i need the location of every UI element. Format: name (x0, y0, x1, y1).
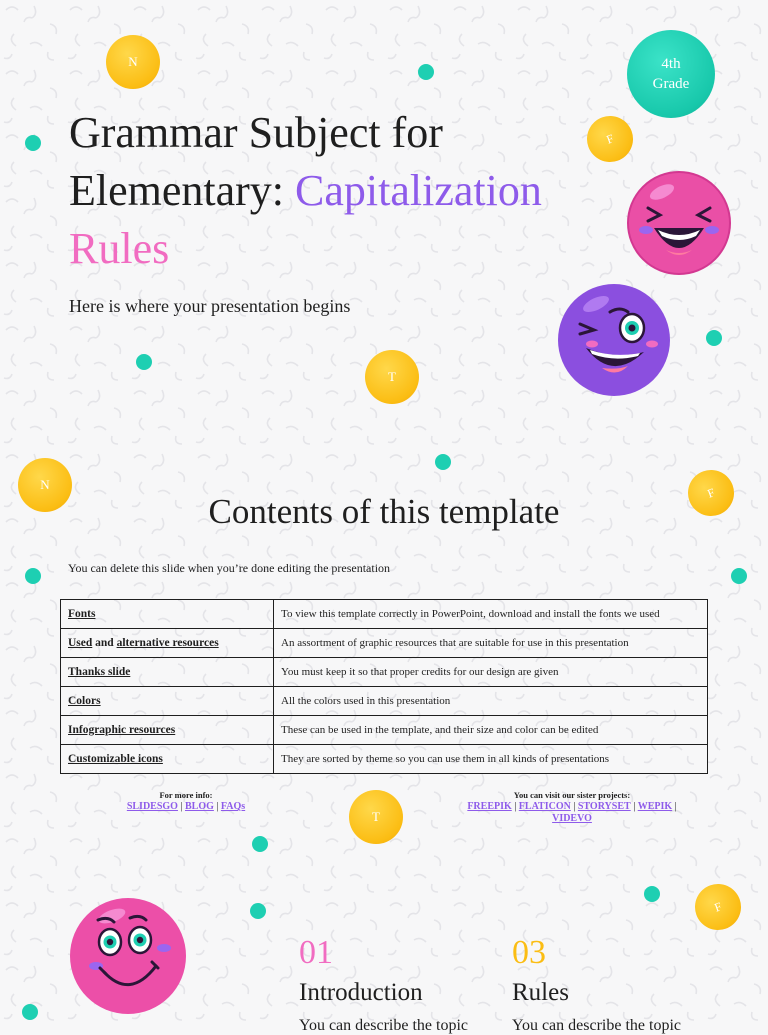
table-cell: They are sorted by theme so you can use them in all kinds of presentations (274, 745, 708, 774)
and-text: and (95, 637, 114, 649)
smiling-emoji-icon (68, 896, 188, 1016)
more-info: For more info: SLIDESGO | BLOG | FAQs (100, 789, 272, 813)
slidesgo-link[interactable]: SLIDESGO (126, 801, 178, 812)
cover-title (69, 104, 609, 278)
letter-ball-f (689, 878, 748, 937)
ball-letter: F (705, 484, 717, 501)
table-row (61, 658, 708, 687)
cover-slide (0, 0, 768, 432)
table-cell: An assortment of graphic resources that are suitable for use in this presentation (274, 629, 708, 658)
more-info-label: For more info: (159, 790, 213, 800)
section-title-rules: Rules (512, 979, 569, 1006)
thanks-slide-link[interactable]: Thanks slide (68, 666, 131, 678)
table-cell: All the colors used in this presentation (274, 687, 708, 716)
section-number-03: 03 (512, 934, 546, 971)
table-cell: To view this template correctly in PowerPoint, download and install the fonts we used (274, 600, 708, 629)
blog-link[interactable]: BLOG (184, 801, 214, 812)
contents-note: You can delete this slide when you’re done editing the presentation (68, 561, 391, 575)
laughing-emoji-icon (626, 170, 732, 276)
teal-dot (22, 1004, 38, 1020)
sister-projects: You can visit our sister projects: FREEPIK | FLATICON | STORYSET | WEPIK | VIDEVO (452, 789, 692, 825)
freepik-link[interactable]: FREEPIK (467, 801, 512, 812)
ball-letter: N (128, 54, 138, 69)
faqs-link[interactable]: FAQs (220, 801, 246, 812)
table-row (61, 600, 708, 629)
teal-dot (644, 886, 660, 902)
used-link[interactable]: Used (68, 637, 93, 649)
contents-slide (0, 432, 768, 864)
letter-ball-n (106, 35, 160, 89)
flaticon-link[interactable]: FLATICON (518, 801, 571, 812)
teal-dot (136, 354, 152, 370)
table-cell: You must keep it so that proper credits for our design are given (274, 658, 708, 687)
colors-link[interactable]: Colors (68, 695, 101, 707)
teal-dot (418, 64, 434, 80)
cover-title-part1: Grammar Subject for Elementary: (69, 108, 443, 215)
letter-ball-t (349, 790, 403, 844)
ball-letter: N (40, 477, 50, 492)
grade-badge (627, 30, 715, 118)
table-row (61, 687, 708, 716)
resources-table (60, 599, 708, 774)
contents-title: Contents of this template (208, 492, 560, 531)
teal-dot (731, 568, 747, 584)
section-number-01: 01 (299, 934, 333, 971)
sister-projects-label: You can visit our sister projects: (513, 790, 631, 800)
teal-dot (435, 454, 451, 470)
fonts-link[interactable]: Fonts (68, 608, 96, 620)
table-cell: These can be used in the template, and their size and color can be edited (274, 716, 708, 745)
winking-emoji-icon (556, 282, 672, 398)
table-row (61, 716, 708, 745)
section-title-introduction: Introduction (299, 979, 423, 1006)
teal-dot (252, 836, 268, 852)
customizable-icons-link[interactable]: Customizable icons (68, 753, 163, 765)
table-row (61, 745, 708, 774)
grade-badge-number: 4th (661, 56, 681, 72)
grade-badge-label: Grade (652, 76, 690, 92)
ball-letter: T (372, 809, 380, 824)
infographic-resources-link[interactable]: Infographic resources (68, 724, 176, 736)
letter-ball-t (365, 350, 419, 404)
videvo-link[interactable]: VIDEVO (552, 813, 592, 824)
storyset-link[interactable]: STORYSET (577, 801, 631, 812)
cover-title-part2: Capitalization (295, 166, 542, 215)
section-description: You can describe the topic (299, 1017, 468, 1034)
table-row (61, 629, 708, 658)
ball-letter: F (712, 898, 724, 915)
agenda-slide (0, 864, 768, 1034)
alternative-resources-link[interactable]: alternative resources (116, 637, 219, 649)
wepik-link[interactable]: WEPIK (637, 801, 673, 812)
cover-subtitle: Here is where your presentation begins (69, 296, 351, 316)
cover-title-part3: Rules (69, 224, 170, 273)
teal-dot (25, 568, 41, 584)
teal-dot (25, 135, 41, 151)
teal-dot (250, 903, 266, 919)
ball-letter: T (388, 369, 396, 384)
ball-letter: F (604, 130, 616, 147)
section-description: You can describe the topic (512, 1017, 681, 1034)
teal-dot (706, 330, 722, 346)
